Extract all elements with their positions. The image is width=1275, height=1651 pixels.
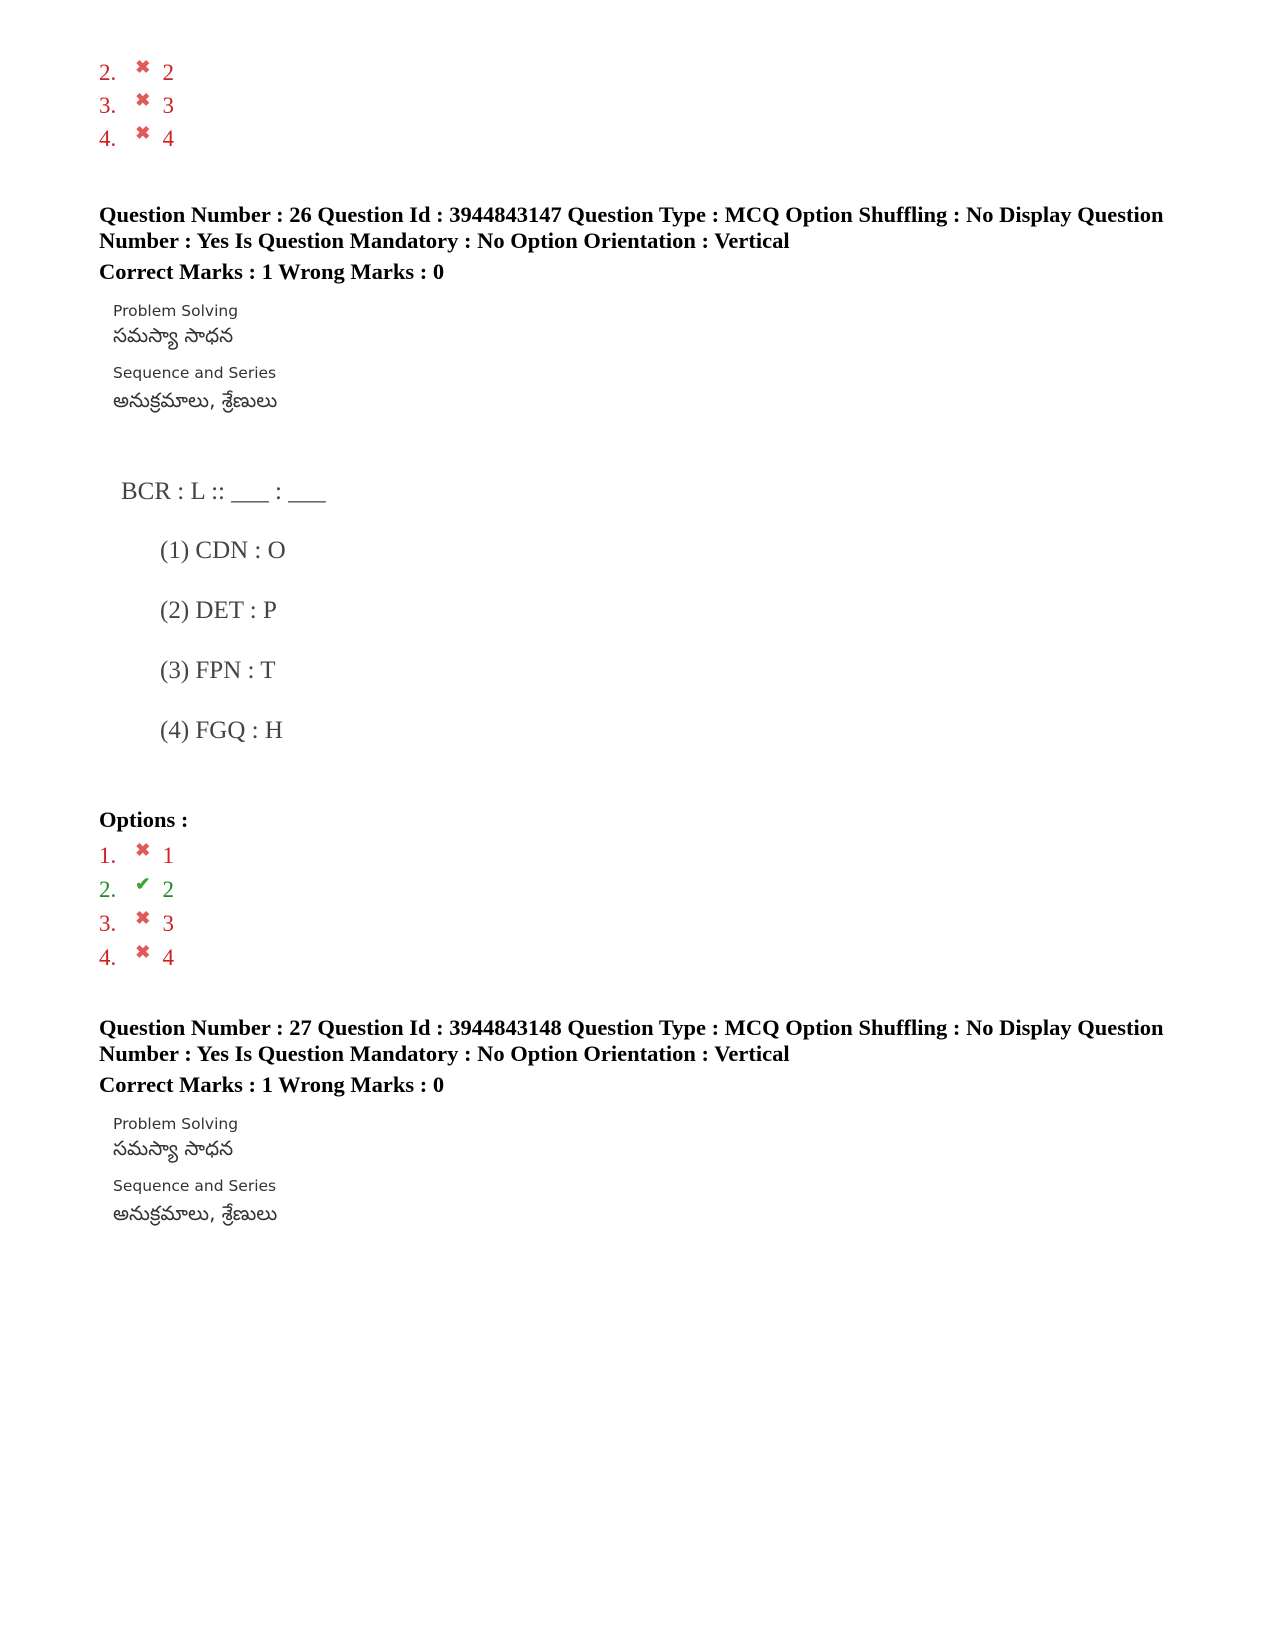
option-number: 2. [99, 877, 117, 902]
option-number: 4. [99, 945, 117, 970]
prev-option-3 [99, 91, 174, 121]
q27-meta-line-2: Number : Yes Is Question Mandatory : No Option Orientation : Vertical [99, 1041, 790, 1066]
q26-metadata [99, 202, 1209, 254]
option-value: 1 [162, 843, 174, 868]
q26-tag1-english: Problem Solving [113, 302, 239, 320]
q26-tag2-english: Sequence and Series [113, 364, 277, 382]
check-mark-icon: ✔ [135, 874, 151, 894]
wrong-mark-icon: ✖ [135, 57, 151, 77]
wrong-mark-icon: ✖ [135, 942, 151, 962]
q27-tag2-telugu: అనుక్రమాలు, శ్రేణులు [113, 1201, 278, 1225]
q26-tag2-telugu: అనుక్రమాలు, శ్రేణులు [113, 388, 278, 412]
wrong-mark-icon: ✖ [135, 90, 151, 110]
option-value: 3 [162, 93, 174, 118]
option-number: 3. [99, 911, 117, 936]
option-number: 4. [99, 126, 117, 151]
option-value: 2 [162, 877, 174, 902]
prev-option-2 [99, 58, 174, 88]
q26-choice-3: (3) FPN : T [160, 657, 276, 684]
q27-tag1-telugu: సమస్యా సాధన [113, 1136, 234, 1160]
option-number: 1. [99, 843, 117, 868]
q27-metadata [99, 1015, 1209, 1067]
q27-tag2-english: Sequence and Series [113, 1177, 277, 1195]
prev-option-4 [99, 124, 174, 154]
q26-stem: BCR : L :: ___ : ___ [121, 478, 326, 505]
q26-option-1 [99, 841, 174, 871]
wrong-mark-icon: ✖ [135, 840, 151, 860]
option-number: 2. [99, 60, 117, 85]
q27-tag1-english: Problem Solving [113, 1115, 239, 1133]
q26-choice-2: (2) DET : P [160, 597, 277, 624]
option-value: 2 [162, 60, 174, 85]
q26-meta-line-1: Question Number : 26 Question Id : 3944843147 Question Type : MCQ Option Shuffling : No Display Question [99, 202, 1164, 227]
option-value: 3 [162, 911, 174, 936]
q26-option-4 [99, 943, 174, 973]
q27-meta-line-1: Question Number : 27 Question Id : 3944843148 Question Type : MCQ Option Shuffling : No Display Question [99, 1015, 1164, 1040]
q26-choice-4: (4) FGQ : H [160, 717, 283, 744]
q26-meta-line-2: Number : Yes Is Question Mandatory : No Option Orientation : Vertical [99, 228, 790, 253]
q27-marks: Correct Marks : 1 Wrong Marks : 0 [99, 1072, 445, 1097]
q26-choice-1: (1) CDN : O [160, 537, 286, 564]
q26-tag1-telugu: సమస్యా సాధన [113, 323, 234, 347]
q26-option-3 [99, 909, 174, 939]
q26-options-label: Options : [99, 807, 189, 832]
wrong-mark-icon: ✖ [135, 908, 151, 928]
q26-option-2 [99, 875, 174, 905]
q26-marks: Correct Marks : 1 Wrong Marks : 0 [99, 259, 445, 284]
option-number: 3. [99, 93, 117, 118]
wrong-mark-icon: ✖ [135, 123, 151, 143]
option-value: 4 [162, 945, 174, 970]
option-value: 4 [162, 126, 174, 151]
